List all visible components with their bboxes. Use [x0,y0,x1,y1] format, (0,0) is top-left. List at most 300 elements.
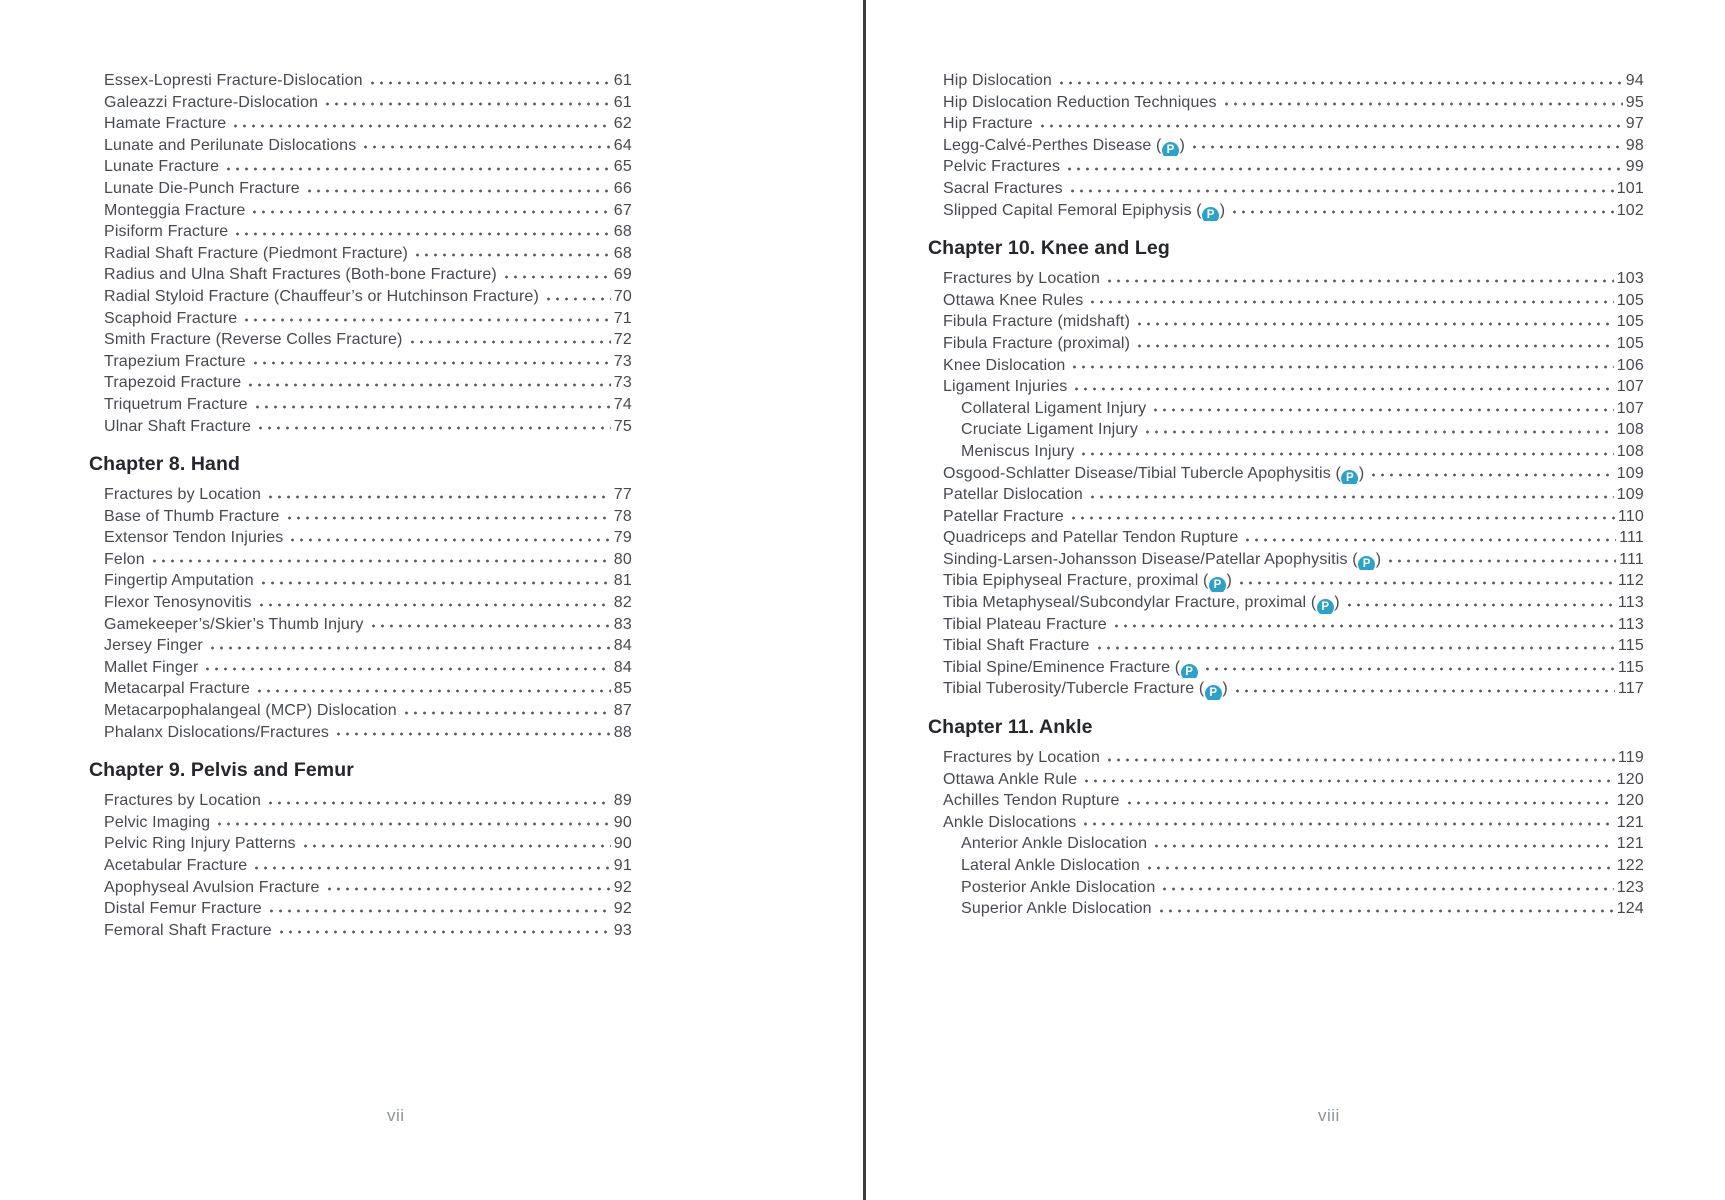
toc-entry-page: 61 [613,72,632,89]
toc-entry [104,484,632,506]
toc-entry-page: 113 [1617,594,1644,612]
dot-leader [1088,297,1613,307]
toc-entry-label: Essex-Lopresti Fracture-Dislocation [104,72,363,89]
dot-leader [1345,600,1615,610]
toc-entry-label: Hip Dislocation [943,72,1052,89]
toc-entry [943,156,1644,178]
dot-leader [1079,449,1613,459]
toc-entry-label: Osgood-Schlatter Disease/Tibial Tubercle Apophysitis ( P ) [943,463,1364,485]
dot-leader [301,841,611,851]
toc-entry [104,635,632,657]
toc-entry [104,329,632,351]
pediatric-icon: P [1317,599,1334,614]
toc-entry-page: 90 [613,835,632,853]
toc-entry-label: Superior Ankle Dislocation [961,900,1152,918]
toc-entry-page: 105 [1616,313,1644,331]
dot-leader [1190,142,1623,152]
toc-entry [943,419,1644,441]
toc-entry-page: 73 [613,374,632,392]
page-gutter-divider [863,0,866,1200]
toc-entry-page: 120 [1616,770,1644,788]
toc-entry-page: 117 [1617,680,1644,698]
pediatric-icon: P [1358,556,1375,571]
toc-section [89,70,632,437]
toc-section [89,451,632,743]
dot-leader [1237,578,1615,588]
dot-leader [325,884,611,894]
dot-leader [361,142,610,152]
toc-entry [943,678,1644,700]
toc-entry-label: Anterior Ankle Dislocation [961,835,1148,853]
toc-entry [104,898,632,920]
toc-entry-label: Achilles Tendon Rupture [943,792,1120,810]
toc-entry-label: Tibia Metaphyseal/Subcondylar Fracture, proximal ( P ) [943,592,1340,614]
dot-leader [1145,863,1614,873]
toc-entry-page: 82 [613,594,632,612]
toc-entry-page: 71 [613,309,632,327]
chapter-heading: Chapter 10. Knee and Leg [928,237,1170,260]
toc-entry-label: Hip Dislocation Reduction Techniques [943,93,1217,111]
toc-entry-page: 62 [613,115,632,133]
dot-leader [1143,427,1614,437]
toc-entry [104,877,632,899]
toc-entry-label: Base of Thumb Fracture [104,507,280,525]
toc-entry-page: 65 [613,158,632,176]
toc-entry-label: Fractures by Location [104,486,262,504]
toc-entry [104,200,632,222]
pediatric-icon: P [1341,470,1358,485]
toc-entry [943,898,1644,920]
toc-entry-label: Pelvic Ring Injury Patterns [104,835,296,853]
toc-entry [943,311,1644,333]
toc-entry [943,178,1644,200]
toc-entry [943,290,1644,312]
toc-section [89,757,632,941]
toc-entry-page: 67 [613,201,632,219]
toc-entry-page: 77 [613,486,632,504]
dot-leader [253,402,611,412]
left-page-number: vii [387,1106,405,1125]
toc-entry [943,790,1644,812]
pediatric-icon: P [1162,142,1179,157]
toc-entry-label: Legg-Calvé-Perthes Disease ( P ) [943,135,1185,157]
toc-entry-label: Slipped Capital Femoral Epiphysis ( P ) [943,200,1225,222]
toc-entry-label: Galeazzi Fracture-Dislocation [104,93,319,111]
toc-entry [943,614,1644,636]
dot-leader [1152,841,1613,851]
toc-entry [943,398,1644,420]
toc-entry-label: Ligament Injuries [943,378,1068,396]
toc-entry-label: Fingertip Amputation [104,572,254,590]
toc-entry [943,657,1644,679]
toc-entry [943,113,1644,135]
toc-entry-label: Distal Femur Fracture [104,900,262,918]
right-page-number: viii [1318,1106,1340,1125]
toc-entry [104,855,632,877]
toc-entry-page: 119 [1617,749,1644,767]
chapter-heading: Chapter 11. Ankle [928,716,1093,739]
toc-entry-label: Pisiform Fracture [104,223,229,241]
toc-entry [943,135,1644,157]
dot-leader [305,186,611,196]
toc-entry-page: 109 [1616,464,1644,482]
toc-entry-page: 113 [1617,615,1644,633]
toc-entry [943,376,1644,398]
toc-entry-label: Sinding-Larsen-Johansson Disease/Patellar Apophysitis ( P ) [943,549,1381,571]
toc-entry [104,243,632,265]
toc-entry-page: 107 [1616,378,1644,396]
toc-entry-label: Ottawa Knee Rules [943,291,1084,309]
toc-entry-page: 84 [613,637,632,655]
dot-leader [251,358,611,368]
dot-leader [1135,341,1614,351]
dot-leader [1105,755,1615,765]
toc-entry [943,200,1644,222]
toc-entry-page: 64 [613,136,632,154]
dot-leader [369,621,611,631]
toc-entry [104,614,632,636]
toc-entry [104,812,632,834]
toc-entry-label: Fractures by Location [943,749,1101,767]
dot-leader [368,78,611,88]
toc-entry-label: Radial Styloid Fracture (Chauffeur’s or Hutchinson Fracture) [104,287,539,305]
toc-entry-page: 102 [1616,201,1644,219]
toc-entry-label: Trapezium Fracture [104,352,246,370]
dot-leader [1151,405,1613,415]
dot-leader [285,513,611,523]
toc-entry-label: Lunate Die-Punch Fracture [104,179,300,197]
toc-entry-label: Hip Fracture [943,115,1033,133]
toc-entry-label: Patellar Fracture [943,507,1064,525]
toc-entry-page: 75 [613,417,632,435]
toc-entry-label: Pelvic Imaging [104,813,211,831]
toc-entry-label: Radial Shaft Fracture (Piedmont Fracture) [104,244,409,262]
toc-entry-page: 90 [613,813,632,831]
dot-leader [1230,207,1614,217]
toc-entry [104,920,632,942]
left-page [89,70,632,941]
toc-entry [104,416,632,438]
toc-entry-page: 93 [613,921,632,939]
toc-entry-label: Trapezoid Fracture [104,374,242,392]
toc-entry-page: 84 [613,658,632,676]
dot-leader [408,337,611,347]
toc-entry-label: Posterior Ankle Dislocation [961,878,1156,896]
toc-entry-label: Tibial Spine/Eminence Fracture ( P [943,657,1198,679]
toc-entry-label: Quadriceps and Patellar Tendon Rupture [943,529,1239,547]
dot-leader [334,729,611,739]
toc-entry [943,877,1644,899]
toc-entry [104,722,632,744]
dot-leader [1095,643,1615,653]
toc-entry-page: 70 [613,287,632,305]
toc-entry [943,812,1644,834]
toc-entry-page: 108 [1616,442,1644,460]
toc-entry [943,549,1644,571]
toc-entry-label: Meniscus Injury [961,442,1075,460]
toc-entry-label: Lunate and Perilunate Dislocations [104,136,357,154]
dot-leader [1203,664,1615,674]
toc-entry-label: Metacarpal Fracture [104,680,251,698]
toc-entry-label: Sacral Fractures [943,179,1063,197]
toc-entry-label: Mallet Finger [104,658,199,676]
toc-entry-label: Fibula Fracture (midshaft) [943,313,1131,331]
chapter-heading: Chapter 9. Pelvis and Femur [89,759,354,782]
dot-leader [231,121,611,131]
toc-entry-label: Cruciate Ligament Injury [961,421,1139,439]
toc-entry-page: 121 [1616,835,1644,853]
toc-entry-label: Fibula Fracture (proximal) [943,334,1131,352]
toc-entry-label: Flexor Tenosynovitis [104,594,252,612]
dot-leader [1105,276,1614,286]
toc-entry-page: 66 [613,179,632,197]
dot-leader [1065,164,1623,174]
toc-entry [104,506,632,528]
dot-leader [266,492,611,502]
dot-leader [402,708,611,718]
toc-entry-page: 61 [613,93,632,111]
toc-entry-label: Tibia Epiphyseal Fracture, proximal ( P ) [943,570,1232,592]
toc-entry [104,592,632,614]
dot-leader [150,556,611,566]
toc-entry-page: 112 [1617,572,1644,590]
toc-entry-page: 120 [1616,792,1644,810]
toc-entry [104,657,632,679]
dot-leader [1125,798,1614,808]
toc-entry-page: 87 [613,702,632,720]
toc-entry-page: 78 [613,507,632,525]
dot-leader [267,906,611,916]
toc-entry [104,178,632,200]
toc-entry-page: 124 [1616,900,1644,918]
toc-entry-label: Monteggia Fracture [104,201,246,219]
toc-entry-label: Tibial Shaft Fracture [943,637,1090,655]
toc-entry-label: Tibial Tuberosity/Tubercle Fracture ( P ) [943,678,1228,700]
toc-entry [104,790,632,812]
toc-entry [104,113,632,135]
dot-leader [203,664,610,674]
toc-entry-label: Phalanx Dislocations/Fractures [104,723,330,741]
toc-entry-page: 88 [613,723,632,741]
toc-entry [943,92,1644,114]
toc-entry [943,833,1644,855]
toc-entry [943,441,1644,463]
chapter-heading: Chapter 8. Hand [89,453,241,476]
toc-entry-page: 107 [1616,399,1644,417]
toc-entry-page: 89 [613,792,632,810]
pediatric-icon: P [1181,664,1198,679]
dot-leader [256,423,611,433]
toc-entry-page: 68 [613,244,632,262]
toc-entry-page: 101 [1616,179,1644,197]
toc-entry-label: Hamate Fracture [104,115,227,133]
dot-leader [1068,186,1614,196]
toc-entry-label: Lunate Fracture [104,158,220,176]
toc-entry-page: 73 [613,352,632,370]
dot-leader [233,229,610,239]
toc-entry-label: Lateral Ankle Dislocation [961,857,1140,874]
toc-entry [104,92,632,114]
dot-leader [1157,906,1614,916]
toc-entry [943,70,1644,92]
toc-entry [104,394,632,416]
toc-entry-label: Pelvic Fractures [943,158,1061,176]
toc-entry-page: 115 [1617,658,1644,676]
toc-entry [104,527,632,549]
dot-leader [1369,470,1613,480]
dot-leader [1233,686,1615,696]
toc-entry-page: 105 [1616,334,1644,352]
pediatric-icon: P [1209,577,1226,592]
toc-entry-label: Triquetrum Fracture [104,395,248,413]
dot-leader [288,535,610,545]
toc-entry [104,570,632,592]
toc-entry-page: 105 [1616,291,1644,309]
toc-entry [104,700,632,722]
toc-entry [943,570,1644,592]
toc-entry [943,506,1644,528]
toc-entry-label: Extensor Tendon Injuries [104,529,284,547]
toc-entry-label: Ottawa Ankle Rule [943,770,1078,788]
toc-entry-page: 121 [1616,813,1644,831]
toc-entry [943,484,1644,506]
dot-leader [208,643,611,653]
dot-leader [1135,319,1614,329]
toc-entry-page: 85 [613,680,632,698]
dot-leader [242,315,611,325]
toc-entry-label: Felon [104,550,145,568]
dot-leader [1222,99,1623,109]
toc-entry [943,747,1644,769]
toc-entry [104,351,632,373]
toc-entry-page: 95 [1625,93,1644,111]
toc-entry-label: Ulnar Shaft Fracture [104,417,252,435]
dot-leader [1069,513,1615,523]
toc-entry-page: 68 [613,223,632,241]
dot-leader [1082,776,1614,786]
dot-leader [252,863,610,873]
toc-entry-page: 81 [613,572,632,590]
toc-entry [943,527,1644,549]
toc-entry-page: 106 [1616,356,1644,374]
toc-entry [943,855,1644,877]
toc-entry-label: Tibial Plateau Fracture [943,615,1107,633]
dot-leader [323,99,611,109]
toc-entry-page: 123 [1616,878,1644,896]
toc-entry-page: 111 [1619,550,1644,568]
dot-leader [1112,621,1615,631]
toc-entry-label: Knee Dislocation [943,356,1066,374]
toc-entry-page: 72 [613,331,632,349]
right-page [928,70,1644,920]
toc-entry [943,463,1644,485]
toc-entry [104,372,632,394]
toc-entry [104,264,632,286]
toc-entry-page: 109 [1616,486,1644,504]
pediatric-icon: P [1202,207,1219,222]
toc-entry-page: 97 [1625,115,1644,133]
toc-section [928,714,1644,920]
toc-entry-label: Ankle Dislocations [943,813,1077,831]
toc-entry-page: 98 [1625,136,1644,154]
dot-leader [1088,492,1614,502]
toc-entry-label: Acetabular Fracture [104,857,248,874]
toc-section [928,235,1644,700]
dot-leader [1243,535,1616,545]
toc-entry-label: Metacarpophalangeal (MCP) Dislocation [104,702,397,720]
toc-entry [104,135,632,157]
toc-entry-label: Jersey Finger [104,637,203,655]
toc-entry-page: 74 [613,395,632,413]
dot-leader [246,380,611,390]
toc-entry-label: Fractures by Location [943,270,1101,288]
toc-entry-label: Femoral Shaft Fracture [104,921,272,939]
toc-entry-page: 115 [1617,637,1644,655]
toc-entry [943,268,1644,290]
toc-entry-page: 103 [1616,270,1644,288]
dot-leader [1070,362,1613,372]
toc-entry-page: 122 [1616,857,1644,874]
dot-leader [544,294,611,304]
toc-entry-page: 94 [1625,72,1644,89]
pediatric-icon: P [1205,685,1222,700]
toc-entry-page: 91 [613,857,632,874]
dot-leader [1081,819,1613,829]
toc-entry [104,833,632,855]
toc-entry-page: 108 [1616,421,1644,439]
toc-entry-label: Patellar Dislocation [943,486,1083,504]
toc-entry-page: 83 [613,615,632,633]
toc-entry-page: 99 [1625,158,1644,176]
dot-leader [257,600,611,610]
toc-entry-page: 79 [613,529,632,547]
dot-leader [1038,121,1623,131]
toc-entry [943,592,1644,614]
toc-entry [104,221,632,243]
toc-entry-label: Gamekeeper’s/Skier’s Thumb Injury [104,615,364,633]
dot-leader [266,798,611,808]
toc-entry-label: Collateral Ligament Injury [961,399,1147,417]
dot-leader [1072,384,1613,394]
dot-leader [1160,884,1613,894]
dot-leader [224,164,611,174]
dot-leader [255,686,611,696]
toc-entry-label: Apophyseal Avulsion Fracture [104,878,320,896]
dot-leader [502,272,611,282]
toc-entry [943,769,1644,791]
toc-entry [943,355,1644,377]
toc-entry-label: Scaphoid Fracture [104,309,238,327]
toc-entry [104,308,632,330]
toc-entry [104,70,632,92]
dot-leader [259,578,611,588]
dot-leader [250,207,610,217]
toc-entry [104,286,632,308]
toc-entry [104,549,632,571]
toc-entry-page: 111 [1619,529,1644,547]
toc-entry [943,333,1644,355]
toc-entry-page: 80 [613,550,632,568]
toc-entry-label: Smith Fracture (Reverse Colles Fracture) [104,331,403,349]
toc-section [928,70,1644,221]
dot-leader [215,819,611,829]
dot-leader [413,250,611,260]
toc-entry-page: 110 [1617,507,1644,525]
toc-entry-label: Radius and Ulna Shaft Fractures (Both-bone Fracture) [104,266,497,284]
toc-entry [943,635,1644,657]
toc-entry-page: 92 [613,900,632,918]
dot-leader [1386,556,1616,566]
